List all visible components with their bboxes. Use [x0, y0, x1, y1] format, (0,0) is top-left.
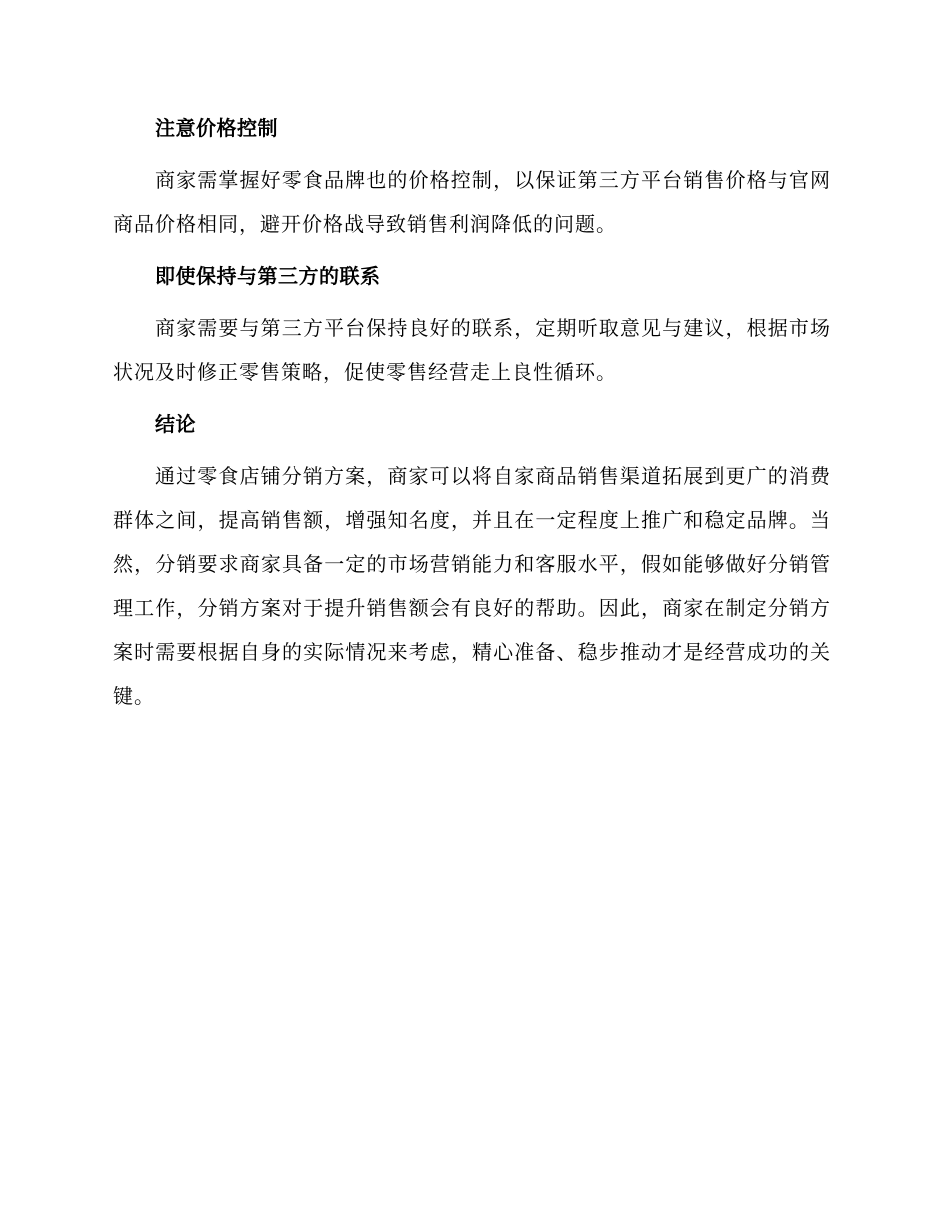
- section-heading-price-control: 注意价格控制: [155, 116, 278, 140]
- document-page: [113, 110, 831, 730]
- section-paragraph-price-control: 商家需掌握好零食品牌也的价格控制，以保证第三方平台销售价格与官网商品价格相同，避开价格战导致销售利润降低的问题。: [113, 168, 831, 236]
- section-paragraph-conclusion: 通过零食店铺分销方案，商家可以将自家商品销售渠道拓展到更广的消费群体之间，提高销售额，增强知名度，并且在一定程度上推广和稳定品牌。当然，分销要求商家具备一定的市场营销能力和客服水平，假如能够做好分销管理工作，分销方案对于提升销售额会有良好的帮助。因此，商家在制定分销方案时需要根据自身的实际情况来考虑，精心准备、稳步推动才是经营成功的关键。: [113, 464, 831, 708]
- section-heading-conclusion: 结论: [155, 412, 196, 436]
- section-paragraph-third-party-contact: 商家需要与第三方平台保持良好的联系，定期听取意见与建议，根据市场状况及时修正零售策略，促使零售经营走上良性循环。: [113, 316, 831, 384]
- section-heading-third-party-contact: 即使保持与第三方的联系: [155, 264, 381, 288]
